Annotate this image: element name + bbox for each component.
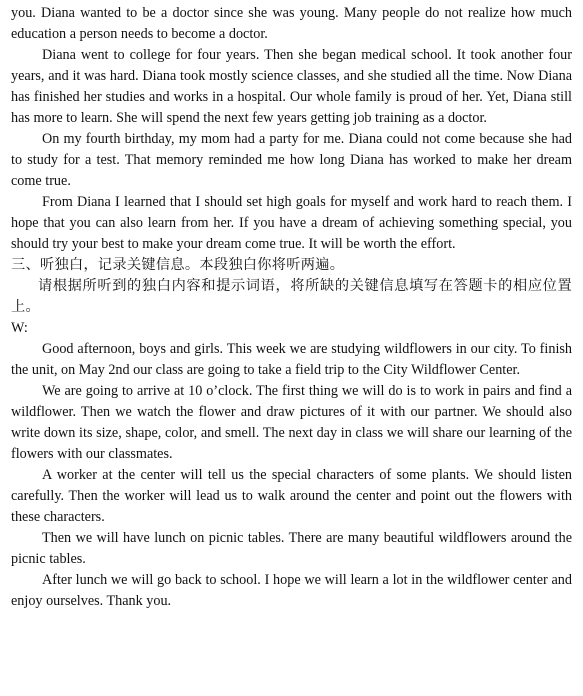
passage-paragraph-3: On my fourth birthday, my mom had a party for me. Diana could not come because she had to study for a test. That memory reminded me how long Diana has worked to make her dream come true. bbox=[11, 131, 572, 189]
passage-paragraph-1: you. Diana wanted to be a doctor since she was young. Many people do not realize how much education a person needs to become a doctor. bbox=[11, 5, 572, 42]
monologue-paragraph-4: Then we will have lunch on picnic tables. There are many beautiful wildflowers around the picnic tables. bbox=[11, 530, 572, 567]
section-3-heading: 三、听独白，记录关键信息。本段独白你将听两遍。 bbox=[11, 257, 345, 273]
section-3-instruction: 请根据所听到的独白内容和提示词语，将所缺的关键信息填写在答题卡的相应位置上。 bbox=[11, 278, 572, 315]
speaker-label: W: bbox=[11, 320, 28, 336]
monologue-paragraph-1: Good afternoon, boys and girls. This week we are studying wildflowers in our city. To finish the unit, on May 2nd our class are going to take a field trip to the City Wildflower Center. bbox=[11, 341, 572, 378]
monologue-paragraph-2: We are going to arrive at 10 o’clock. The first thing we will do is to work in pairs and find a wildflower. Then we watch the flower and draw pictures of it with our partner. We should also write down its size, shape, color, and smell. The next day in class we will share our learning of the flowers with our classmates. bbox=[11, 383, 572, 462]
passage-paragraph-2: Diana went to college for four years. Then she began medical school. It took another four years, and it was hard. Diana took mostly science classes, and she studied all the time. Now Diana has finished her studies and works in a hospital. Our whole family is proud of her. Yet, Diana still has more to learn. She will spend the next few years getting job training as a doctor. bbox=[11, 47, 572, 126]
monologue-paragraph-3: A worker at the center will tell us the special characters of some plants. We should listen carefully. Then the worker will lead us to walk around the center and point out the flowers with these characters. bbox=[11, 467, 572, 525]
passage-paragraph-4: From Diana I learned that I should set high goals for myself and work hard to reach them. I hope that you can also learn from her. If you have a dream of achieving something special, you should try your best to make your dream come true. It will be worth the effort. bbox=[11, 194, 572, 252]
monologue-paragraph-5: After lunch we will go back to school. I hope we will learn a lot in the wildflower center and enjoy ourselves. Thank you. bbox=[11, 572, 572, 609]
